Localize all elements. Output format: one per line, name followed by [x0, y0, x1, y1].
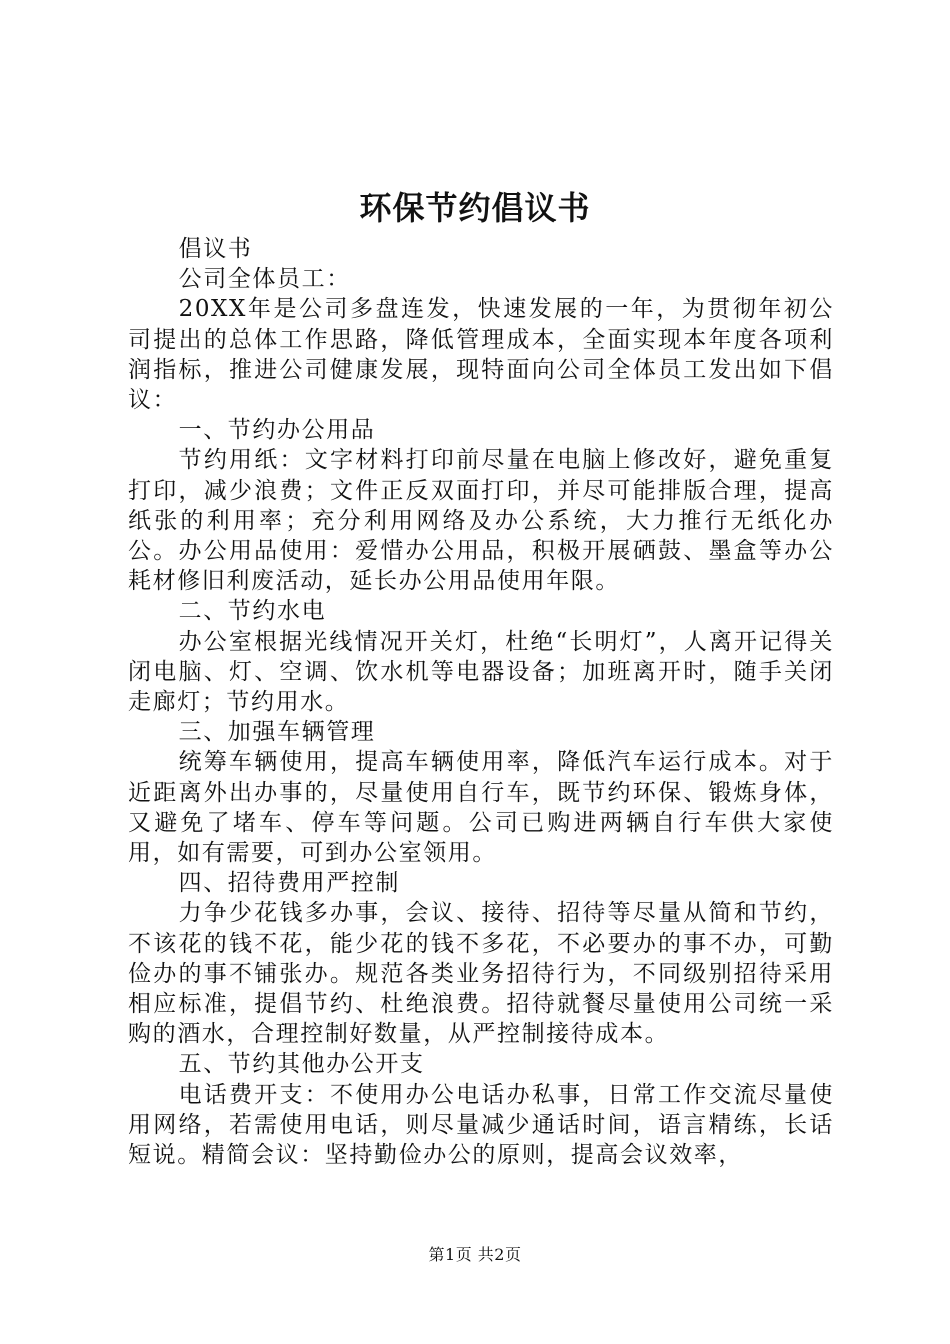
paragraph-addressee: 公司全体员工：	[178, 266, 351, 293]
section-heading-vehicles: 三、加强车辆管理	[178, 719, 376, 746]
paragraph-vehicles: 统筹车辆使用，提高车辆使用率，降低汽车运行成本。对于近距离外出办事的，尽量使用自行车，既节约环保、锻炼身体，又避免了堵车、停车等问题。公司已购进两辆自行车供大家使用，如有需要，可到办公室领用。	[128, 749, 834, 867]
paragraph-water-electricity: 办公室根据光线情况开关灯，杜绝“长明灯”，人离开记得关闭电脑、灯、空调、饮水机等电器设备；加班离开时，随手关闭走廊灯；节约用水。	[128, 628, 834, 716]
document-body	[128, 234, 834, 1170]
paragraph-office-supplies: 节约用纸：文字材料打印前尽量在电脑上修改好，避免重复打印，减少浪费；文件正反双面打印，并尽可能排版合理，提高纸张的利用率；充分利用网络及办公系统，大力推行无纸化办公。办公用品使用：爱惜办公用品，积极开展硒鼓、墨盒等办公耗材修旧利废活动，延长办公用品使用年限。	[128, 447, 834, 595]
section-heading-hospitality: 四、招待费用严控制	[178, 870, 400, 897]
page-number-footer: 第1页 共2页	[428, 1245, 522, 1264]
section-heading-office-supplies: 一、节约办公用品	[178, 417, 376, 444]
paragraph-hospitality: 力争少花钱多办事，会议、接待、招待等尽量从简和节约，不该花的钱不花，能少花的钱不多花，不必要办的事不办，可勤俭办的事不铺张办。规范各类业务招待行为，不同级别招待采用相应标准，提倡节约、杜绝浪费。招待就餐尽量使用公司统一采购的酒水，合理控制好数量，从严控制接待成本。	[128, 900, 834, 1048]
section-heading-other-expenses: 五、节约其他办公开支	[178, 1051, 425, 1078]
paragraph-salutation-heading: 倡议书	[178, 236, 253, 262]
document-title: 环保节约倡议书	[359, 189, 591, 227]
paragraph-other-expenses: 电话费开支：不使用办公电话办私事，日常工作交流尽量使用网络，若需使用电话，则尽量减少通话时间，语言精练，长话短说。精简会议：坚持勤俭办公的原则，提高会议效率，	[128, 1081, 834, 1169]
paragraph-intro: 20XX年是公司多盘连发，快速发展的一年，为贯彻年初公司提出的总体工作思路，降低管理成本，全面实现本年度各项利润指标，推进公司健康发展，现特面向公司全体员工发出如下倡议：	[128, 296, 834, 414]
section-heading-water-electricity: 二、节约水电	[178, 598, 327, 625]
